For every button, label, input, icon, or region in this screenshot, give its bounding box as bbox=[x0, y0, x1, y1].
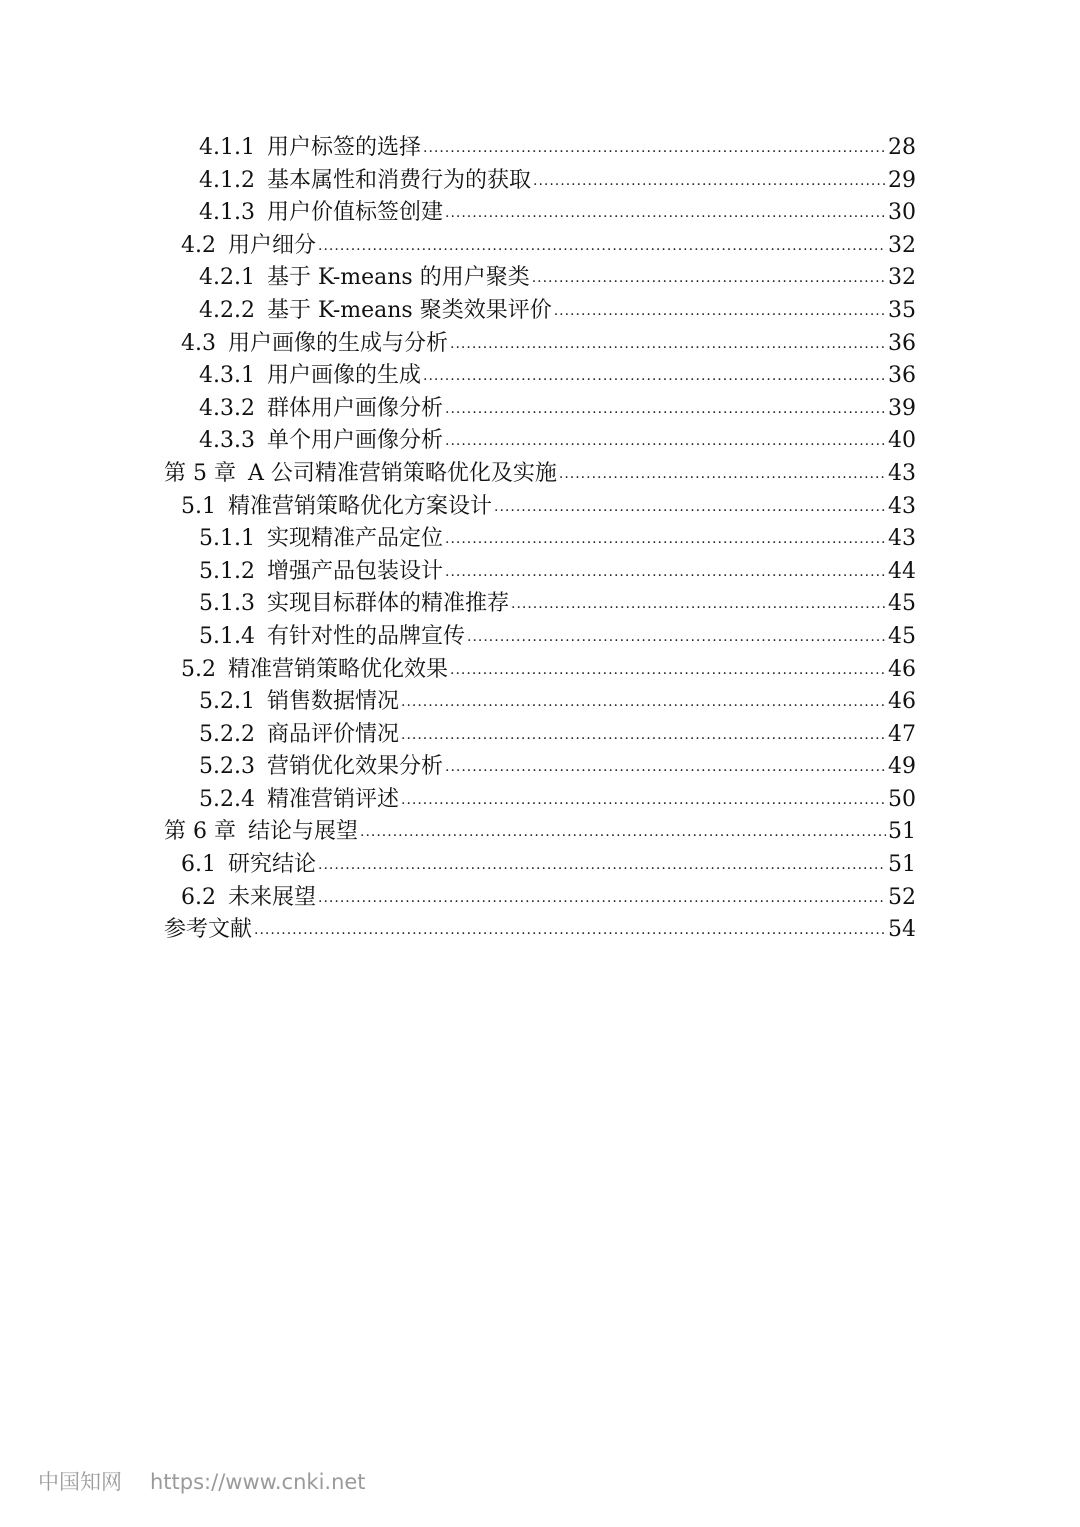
toc-leader-dots bbox=[445, 425, 886, 458]
toc-entry-page: 47 bbox=[888, 721, 916, 747]
toc-entry-number: 4.1.2 bbox=[199, 167, 255, 193]
toc-entry-page: 36 bbox=[888, 330, 916, 356]
toc-entry-number: 6.1 bbox=[181, 852, 216, 878]
toc-entry-5-2-3[interactable] bbox=[164, 751, 916, 784]
toc-entry-title: 有针对性的品牌宣传 bbox=[266, 623, 465, 649]
toc-entry-title: A 公司精准营销策略优化及实施 bbox=[247, 460, 557, 486]
toc-entry-title: 商品评价情况 bbox=[266, 721, 399, 747]
toc-entry-number: 5.1.4 bbox=[199, 623, 255, 649]
toc-entry-4-3-3[interactable] bbox=[164, 425, 916, 458]
toc-entry-title: 精准营销策略优化效果 bbox=[228, 656, 449, 682]
toc-entry-6-1[interactable] bbox=[164, 849, 916, 882]
toc-entry-5-1[interactable] bbox=[164, 491, 916, 524]
toc-entry-5-2-2[interactable] bbox=[164, 719, 916, 752]
toc-entry-number: 5.1.3 bbox=[199, 591, 255, 617]
toc-entry-page: 39 bbox=[888, 395, 916, 421]
toc-entry-page: 43 bbox=[888, 493, 916, 519]
toc-entry-5-2[interactable] bbox=[164, 654, 916, 687]
toc-leader-dots bbox=[401, 784, 886, 817]
table-of-contents bbox=[164, 132, 916, 947]
toc-entry-4-2-2[interactable] bbox=[164, 295, 916, 328]
toc-entry-page: 50 bbox=[888, 786, 916, 812]
toc-entry-6-2[interactable] bbox=[164, 882, 916, 915]
toc-leader-dots bbox=[445, 556, 886, 589]
toc-leader-dots bbox=[450, 654, 886, 687]
toc-entry-chapter-5[interactable] bbox=[164, 458, 916, 491]
watermark-footer bbox=[38, 1466, 366, 1496]
toc-entry-4-3-2[interactable] bbox=[164, 393, 916, 426]
toc-leader-dots bbox=[423, 132, 886, 165]
toc-entry-title: 销售数据情况 bbox=[266, 689, 399, 715]
toc-entry-5-1-4[interactable] bbox=[164, 621, 916, 654]
toc-entry-number: 4.3.1 bbox=[199, 363, 255, 389]
toc-entry-title: 基于 K-means 的用户聚类 bbox=[266, 265, 530, 291]
toc-entry-title: 精准营销评述 bbox=[266, 786, 399, 812]
toc-leader-dots bbox=[254, 914, 886, 947]
toc-entry-title: 实现目标群体的精准推荐 bbox=[266, 591, 509, 617]
toc-leader-dots bbox=[318, 849, 886, 882]
cnki-url: https://www.cnki.net bbox=[150, 1470, 366, 1494]
toc-entry-chapter-6[interactable] bbox=[164, 816, 916, 849]
toc-entry-5-1-3[interactable] bbox=[164, 588, 916, 621]
toc-entry-number: 4.3.2 bbox=[199, 395, 255, 421]
toc-entry-page: 36 bbox=[888, 363, 916, 389]
toc-entry-number: 4.2.1 bbox=[199, 265, 255, 291]
toc-leader-dots bbox=[401, 686, 886, 719]
toc-entry-number: 5.2.2 bbox=[199, 721, 255, 747]
toc-entry-4-3-1[interactable] bbox=[164, 360, 916, 393]
toc-leader-dots bbox=[559, 458, 886, 491]
toc-leader-dots bbox=[450, 328, 886, 361]
toc-entry-5-2-4[interactable] bbox=[164, 784, 916, 817]
toc-entry-title: 实现精准产品定位 bbox=[266, 526, 443, 552]
toc-entry-title: 用户标签的选择 bbox=[266, 135, 421, 160]
toc-entry-page: 29 bbox=[888, 167, 916, 193]
toc-entry-page: 54 bbox=[888, 917, 916, 943]
toc-entry-4-3[interactable] bbox=[164, 328, 916, 361]
toc-entry-5-2-1[interactable] bbox=[164, 686, 916, 719]
toc-leader-dots bbox=[494, 491, 886, 524]
toc-entry-page: 35 bbox=[888, 297, 916, 323]
toc-leader-dots bbox=[445, 393, 886, 426]
toc-entry-4-1-3[interactable] bbox=[164, 197, 916, 230]
toc-entry-5-1-2[interactable] bbox=[164, 556, 916, 589]
toc-entry-page: 52 bbox=[888, 884, 916, 910]
toc-entry-page: 43 bbox=[888, 526, 916, 552]
toc-entry-number: 第 5 章 bbox=[164, 460, 236, 486]
toc-entry-4-1-2[interactable] bbox=[164, 165, 916, 198]
toc-leader-dots bbox=[532, 262, 886, 295]
toc-entry-title: 增强产品包装设计 bbox=[266, 558, 443, 584]
toc-entry-title: 未来展望 bbox=[228, 884, 317, 910]
toc-entry-page: 32 bbox=[888, 232, 916, 258]
toc-entry-page: 32 bbox=[888, 265, 916, 291]
toc-entry-title: 精准营销策略优化方案设计 bbox=[228, 493, 493, 519]
toc-entry-page: 46 bbox=[888, 689, 916, 715]
toc-entry-number: 5.2.3 bbox=[199, 754, 255, 780]
toc-entry-title: 研究结论 bbox=[228, 852, 317, 878]
toc-entry-title: 用户细分 bbox=[228, 232, 317, 258]
toc-leader-dots bbox=[445, 197, 886, 230]
toc-entry-title: 用户价值标签创建 bbox=[266, 200, 443, 226]
toc-leader-dots bbox=[554, 295, 886, 328]
toc-entry-number: 5.2.1 bbox=[199, 689, 255, 715]
toc-entry-number: 6.2 bbox=[181, 884, 216, 910]
toc-entry-4-2[interactable] bbox=[164, 230, 916, 263]
toc-entry-page: 30 bbox=[888, 200, 916, 226]
toc-entry-4-2-1[interactable] bbox=[164, 262, 916, 295]
toc-entry-number: 5.2 bbox=[181, 656, 216, 682]
toc-entry-number: 4.2 bbox=[181, 232, 216, 258]
toc-entry-page: 51 bbox=[888, 852, 916, 878]
toc-entry-title: 营销优化效果分析 bbox=[266, 754, 443, 780]
toc-leader-dots bbox=[360, 816, 886, 849]
toc-entry-5-1-1[interactable] bbox=[164, 523, 916, 556]
toc-entry-4-1-1[interactable] bbox=[164, 132, 916, 165]
toc-leader-dots bbox=[318, 882, 886, 915]
toc-entry-number: 4.1.3 bbox=[199, 200, 255, 226]
toc-entry-page: 46 bbox=[888, 656, 916, 682]
toc-leader-dots bbox=[318, 230, 886, 263]
toc-leader-dots bbox=[511, 588, 886, 621]
toc-entry-page: 28 bbox=[888, 135, 916, 160]
toc-entry-references[interactable] bbox=[164, 914, 916, 947]
toc-entry-title: 参考文献 bbox=[164, 917, 253, 943]
toc-entry-page: 51 bbox=[888, 819, 916, 845]
toc-leader-dots bbox=[445, 523, 886, 556]
toc-entry-number: 5.2.4 bbox=[199, 786, 255, 812]
toc-entry-page: 43 bbox=[888, 460, 916, 486]
toc-entry-number: 4.3 bbox=[181, 330, 216, 356]
toc-entry-title: 群体用户画像分析 bbox=[266, 395, 443, 421]
toc-leader-dots bbox=[401, 719, 886, 752]
toc-entry-number: 5.1.1 bbox=[199, 526, 255, 552]
toc-entry-number: 第 6 章 bbox=[164, 819, 236, 845]
toc-entry-title: 基本属性和消费行为的获取 bbox=[266, 167, 531, 193]
toc-entry-number: 4.3.3 bbox=[199, 428, 255, 454]
toc-entry-page: 40 bbox=[888, 428, 916, 454]
toc-entry-page: 49 bbox=[888, 754, 916, 780]
toc-entry-title: 用户画像的生成 bbox=[266, 363, 421, 389]
toc-entry-title: 基于 K-means 聚类效果评价 bbox=[266, 297, 552, 323]
toc-entry-number: 4.2.2 bbox=[199, 297, 255, 323]
cnki-site-name: 中国知网 bbox=[38, 1470, 122, 1494]
toc-leader-dots bbox=[533, 165, 886, 198]
toc-leader-dots bbox=[423, 360, 886, 393]
toc-entry-page: 44 bbox=[888, 558, 916, 584]
toc-entry-number: 5.1.2 bbox=[199, 558, 255, 584]
toc-entry-page: 45 bbox=[888, 623, 916, 649]
toc-entry-number: 4.1.1 bbox=[199, 135, 255, 160]
toc-entry-title: 结论与展望 bbox=[247, 819, 358, 845]
toc-entry-page: 45 bbox=[888, 591, 916, 617]
toc-entry-title: 用户画像的生成与分析 bbox=[228, 330, 449, 356]
toc-leader-dots bbox=[467, 621, 886, 654]
toc-entry-title: 单个用户画像分析 bbox=[266, 428, 443, 454]
toc-entry-number: 5.1 bbox=[181, 493, 216, 519]
toc-leader-dots bbox=[445, 751, 886, 784]
